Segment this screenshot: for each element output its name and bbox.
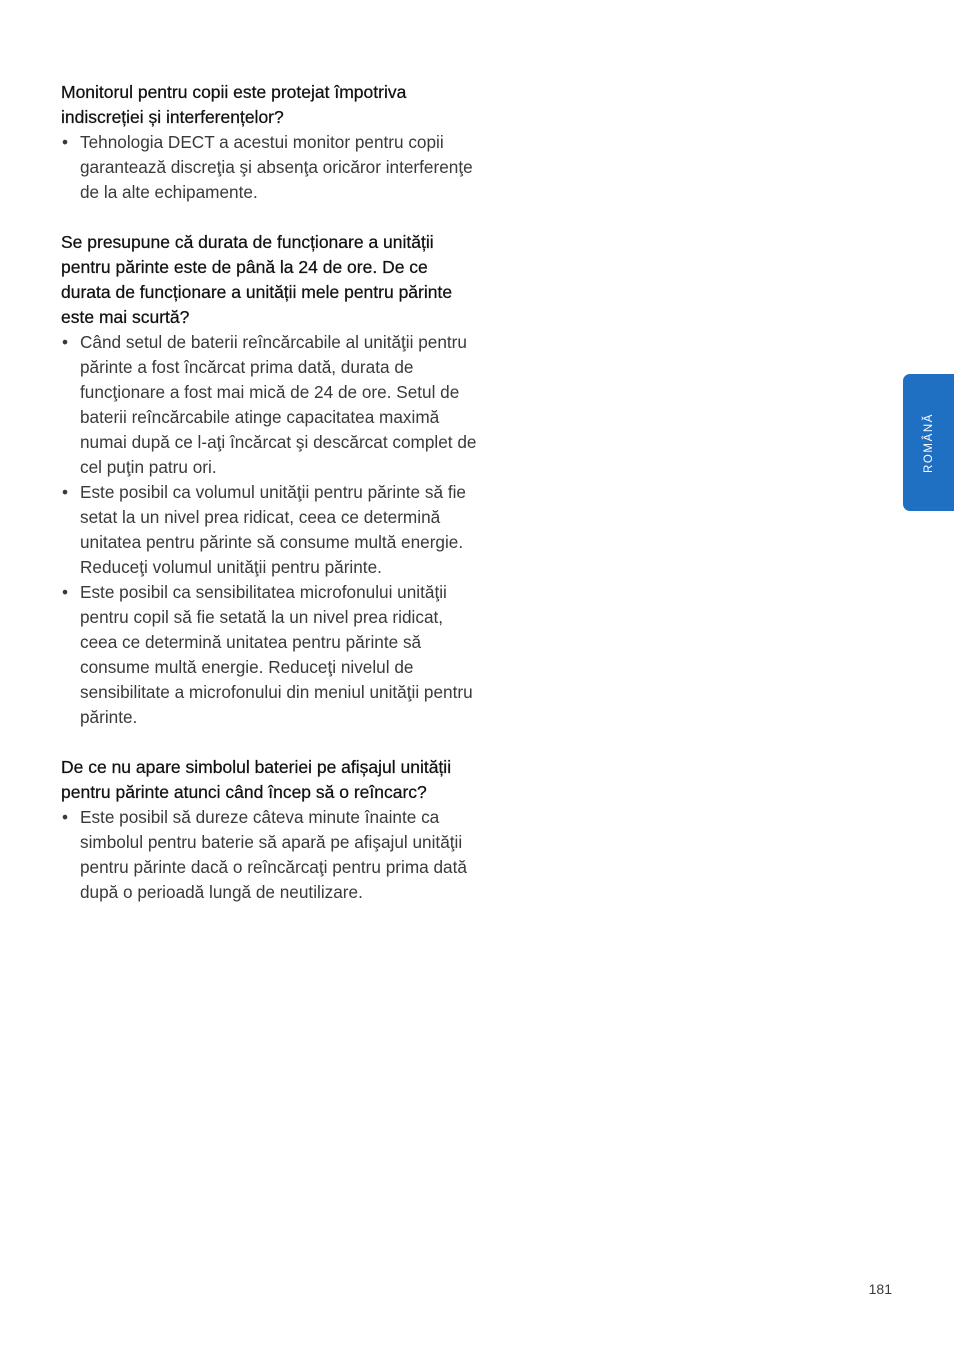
bullet-icon: • — [62, 482, 69, 502]
faq-question: Monitorul pentru copii este protejat împotriva indiscreției și interferențelor? — [61, 82, 407, 127]
page-number: 181 — [868, 1281, 892, 1297]
faq-answer-text: Când setul de baterii reîncărcabile al unităţii pentru părinte a fost încărcat prima dată, durata de funcţionare a fost mai mică de 24 de ore. Setul de baterii reîncărcabile atinge capacitatea maximă numai după ce l-aţi încărcat şi descărcat complet de cel puţin patru ori. — [80, 332, 477, 477]
faq-answer-list — [61, 130, 481, 205]
language-tab — [903, 374, 954, 511]
faq-answer-item — [61, 805, 481, 905]
faq-section-battery-symbol — [61, 755, 481, 905]
language-tab-label: ROMÂNĂ — [922, 412, 935, 473]
faq-answer-item — [61, 480, 481, 580]
faq-column — [61, 80, 481, 930]
faq-answer-item — [61, 580, 481, 730]
faq-answer-item — [61, 130, 481, 205]
bullet-icon: • — [62, 807, 69, 827]
faq-answer-text: Este posibil să dureze câteva minute înainte ca simbolul pentru baterie să apară pe afişajul unităţii pentru părinte dacă o reîncărcaţi pentru prima dată după o perioadă lungă de neutilizare. — [80, 807, 467, 902]
faq-answer-item — [61, 330, 481, 480]
faq-answer-text: Tehnologia DECT a acestui monitor pentru copii garantează discreţia şi absenţa oricăror interferenţe de la alte echipamente. — [80, 132, 473, 202]
faq-question: Se presupune că durata de funcționare a unității pentru părinte este de până la 24 de ore. De ce durata de funcționare a unității mele pentru părinte este mai scurtă? — [61, 232, 453, 327]
bullet-icon: • — [62, 132, 69, 152]
faq-section-battery-life — [61, 230, 481, 730]
faq-section-privacy — [61, 80, 481, 205]
faq-answer-list — [61, 805, 481, 905]
faq-answer-text: Este posibil ca volumul unităţii pentru părinte să fie setat la un nivel prea ridicat, ceea ce determină unitatea pentru părinte să consume multă energie. Reduceţi volumul unităţii pentru părinte. — [80, 482, 466, 577]
bullet-icon: • — [62, 332, 69, 352]
faq-answer-text: Este posibil ca sensibilitatea microfonului unităţii pentru copil să fie setată la un nivel prea ridicat, ceea ce determină unitatea pentru părinte să consume multă energie. Reduceţi nivelul de sensibilitate a microfonului din meniul unităţii pentru părinte. — [80, 582, 473, 727]
faq-answer-list — [61, 330, 481, 730]
faq-question: De ce nu apare simbolul bateriei pe afișajul unității pentru părinte atunci când încep să o reîncarc? — [61, 757, 452, 802]
bullet-icon: • — [62, 582, 69, 602]
